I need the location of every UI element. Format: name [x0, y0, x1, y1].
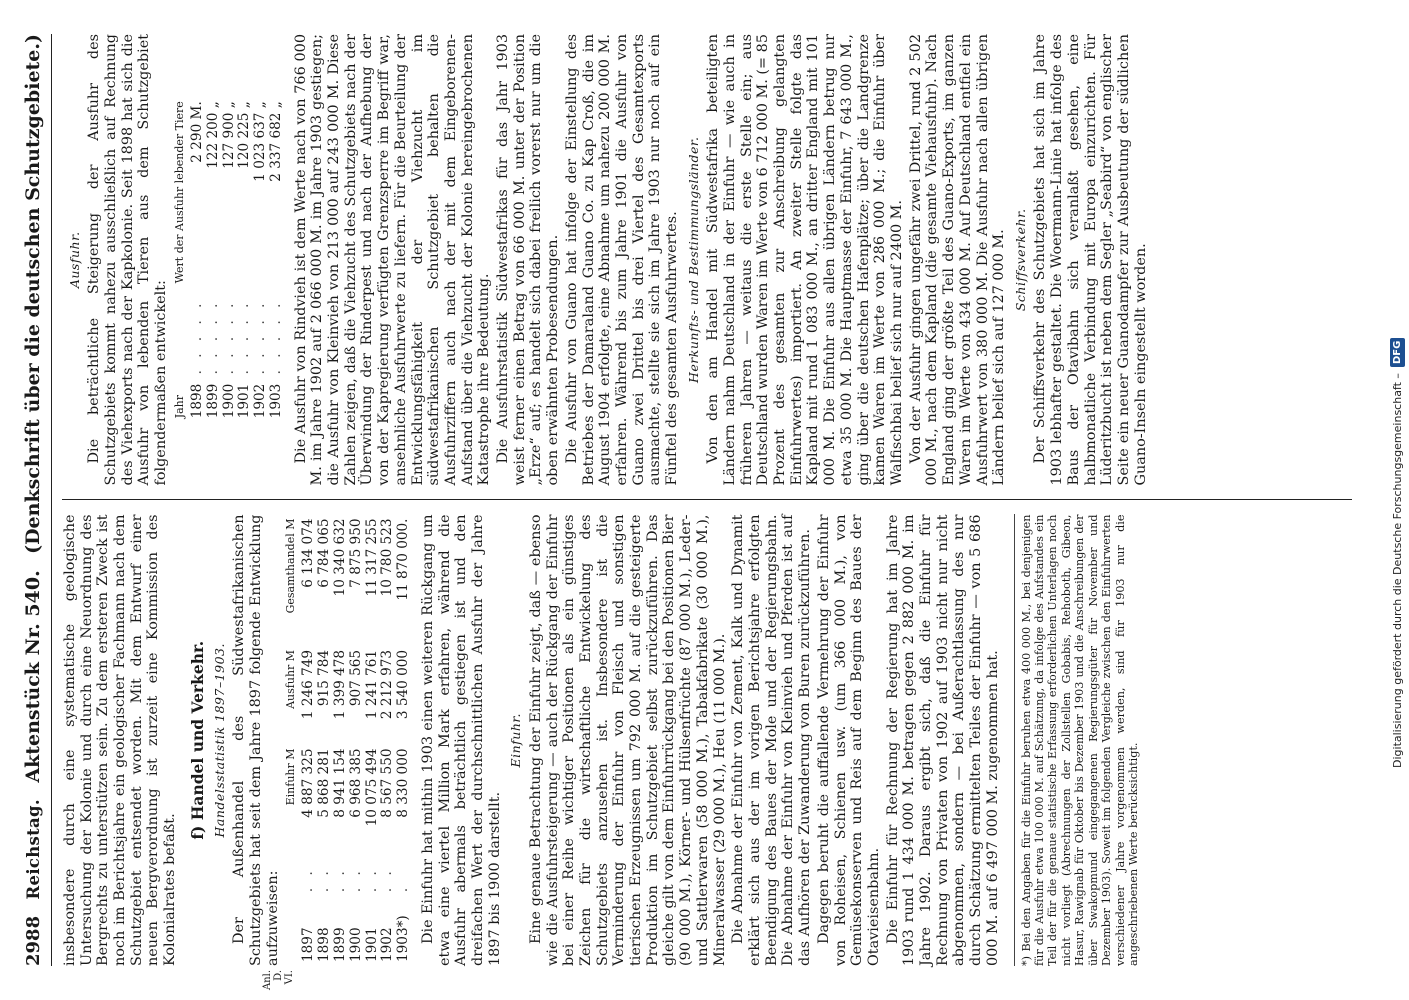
- margin-note: Anl. D. VI.: [262, 970, 295, 991]
- table-row: 1900 . . 6 968 385 907 565 7 875 950: [347, 518, 364, 962]
- paragraph: Die Ausfuhrstatistik Südwestafrikas für das Jahr 1903 weist ferner einen Betrag von 66 000 M. unter der Position „Erze“ auf; es handelt sich dabei freilich vorerst nur um die oben erwähnten Probesendungen.: [495, 34, 562, 486]
- paragraph: Von der Ausfuhr gingen ungefähr zwei Drittel, rund 2 502 000 M., nach dem Kapland (die gesamte Viehausfuhr). Nach England ging der größte Teil des Guano-Exports, im ganzen Waren im Werte von 434 000 M. Auf Deutschland entfiel ein Ausfuhrwert von 380 000 M. Die Ausfuhr nach allen übrigen Ländern belief sich auf 127 000 M.: [907, 34, 1008, 486]
- digitization-credit: [1390, 8, 1405, 768]
- table-row: 1899 . . 8 941 154 1 399 478 10 340 632: [332, 518, 348, 962]
- table-row: 1903*) . 8 330 000 3 540 000 11 870 000.: [395, 518, 412, 962]
- document-title: (Denkschrift über die deutschen Schutzgebiete.): [22, 34, 44, 554]
- table-header: Ausfuhr M: [284, 649, 298, 709]
- page-header: [22, 34, 52, 966]
- livestock-table: [174, 97, 285, 422]
- table-row: 1902 . . 8 567 550 2 212 973 10 780 523: [379, 518, 396, 962]
- table-row: 1898 . . 5 868 281 915 784 6 784 065: [316, 518, 333, 962]
- paragraph: insbesondere durch eine systematische geologische Untersuchung der Kolonie und durch eine Neuordnung des Bergrechts zu unterstützen sein. Zu dem ersteren Zweck ist noch im Berichtsjahre ein geologischer Fachmann nach dem Schutzgebiet entsendet worden. Mit dem Entwurf einer neuen Bergverordnung ist zurzeit eine Kommission des Kolonialrates befaßt.: [61, 514, 179, 966]
- paragraph: Der Schiffsverkehr des Schutzgebiets hat sich im Jahre 1903 lebhafter gestaltet. Die Woermann-Linie hat infolge des Baus der Otavibahn sich veranlaßt gesehen, eine halbmonatliche Verbindung mit Europa einzurichten. Für Lüderitzbucht ist neben dem Segler „Seabird“ von englischer Seite ein neuer Guanodampfer zur Ausbeutung der südlichen Guano-Inseln eingestellt worden.: [1032, 34, 1149, 486]
- table-header: Jahr: [172, 394, 186, 419]
- subsection-heading: Handelsstatistik 1897–1903.: [211, 643, 227, 838]
- table-header: [285, 854, 301, 896]
- akten-number: Aktenstück Nr. 540.: [22, 570, 44, 783]
- running-title: Reichstag.: [24, 799, 43, 900]
- subsection-heading: Einfuhr.: [508, 713, 524, 768]
- left-column: [62, 500, 1352, 967]
- paragraph: Die beträchtliche Steigerung der Ausfuhr des Schutzgebiets kommt nahezu ausschließlich auf Rechnung des Viehexports nach der Kapkolonie. Seit 1898 hat sich die Ausfuhr von lebenden Tieren aus dem Schutzgebiet folgendermaßen entwickelt:: [86, 34, 170, 486]
- paragraph: Der Außenhandel des Südwestafrikanischen Schutzgebiets hat seit dem Jahre 1897 folgende Entwicklung aufzuweisen:: [231, 514, 281, 966]
- paragraph: Die Einfuhr für Rechnung der Regierung hat im Jahre 1903 rund 1 434 000 M. betragen gegen 2 882 000 M. im Jahre 1902. Daraus ergibt sich, daß die Einfuhr für Rechnung von Privaten von 1902 auf 1903 nicht nur nicht abgenommen, sondern — bei Außerachtlassung des nur durch Schätzung ermittelten Teiles der Einfuhr — von 5 686 000 M. auf 6 497 000 M. zugenommen hat.: [884, 514, 1001, 966]
- paragraph: Die Ausfuhr von Rindvieh ist dem Werte nach von 766 000 M. im Jahre 1902 auf 2 066 000 M. im Jahre 1903 gestiegen; die Ausfuhr von Kleinvieh von 213 000 auf 243 000 M. Diese Zahlen zeigen, daß die Viehzucht des Schutzgebiets nach der Überwindung der Rinderpest und nach der Aufhebung der von der Kapregierung verfügten Grenzsperre im Begriff war, ansehnliche Ausfuhrwerte zu liefern. Für die Beurteilung der Entwicklungsfähigkeit der Viehzucht im südwestafrikanischen Schutzgebiet behalten die Ausfuhrziffern auch nach der mit dem Eingeborenen-Aufstand über die Viehzucht der Kolonie hereingebrochenen Katastrophe ihre Bedeutung.: [292, 34, 493, 486]
- table-header: [285, 896, 301, 966]
- subsection-heading: Herkunfts- und Bestimmungsländer.: [685, 136, 701, 384]
- paragraph: Eine genaue Betrachtung der Einfuhr zeigt, daß — ebenso wie die Ausfuhrsteigerung — auch der Rückgang der Einfuhr bei einer Reihe wichtiger Positionen als ein günstiges Zeichen für die wirtschaftliche Entwickelung des Schutzgebiets anzusehen ist. Insbesondere ist die Verminderung der Einfuhr von Fleisch und sonstigen tierischen Erzeugnissen um 792 000 M. auf die gesteigerte Produktion im Schutzgebiet selbst zurückzuführen. Das gleiche gilt von dem Einfuhrrückgang bei den Positionen Bier (90 000 M.), Körner- und Hülsenfrüchte (87 000 M.), Leder- und Sattlerwaren (58 000 M.), Tabakfabrikate (30 000 M.), Mineralwasser (29 000 M.), Heu (11 000 M.).: [527, 514, 728, 966]
- table-row: 1898 . . . . . 2 290 M.: [188, 101, 205, 419]
- table-header: [174, 293, 190, 378]
- paragraph: Die Abnahme der Einfuhr von Zement, Kalk und Dynamit erklärt sich aus der im vorigen Berichtsjahre erfolgten Beendigung des Baues der Mole und der Regierungsbahn. Die Abnahme der Einfuhr von Kleinvieh und Pferden ist auf das Aufhören der Zuwanderung von Buren zurückzuführen.: [730, 514, 814, 966]
- table-row: 1901 . . . . . 120 225 „: [236, 101, 253, 419]
- paragraph: Die Ausfuhr von Guano hat infolge der Einstellung des Betriebes der Damaraland Guano Co. zu Kap Croß, die im August 1904 erfolgte, eine Abnahme um nahezu 200 000 M. erfahren. Während bis zum Jahre 1901 die Ausfuhr von Guano zwei Drittel bis drei Viertel des Gesamtexports ausmachte, stellte sie sich im Jahre 1903 nur noch auf ein Fünftel des gesamten Ausfuhrwertes.: [563, 34, 681, 486]
- text-columns: [62, 34, 1352, 966]
- subsection-heading: Schiffsverkehr.: [1012, 208, 1028, 312]
- table-row: 1900 . . . . . 127 900 „: [220, 101, 237, 419]
- credit-text: Digitalisierung gefördert durch die Deutsche Forschungsgemeinschaft –: [1391, 373, 1404, 768]
- trade-table: [285, 515, 411, 967]
- section-heading: f) Handel und Verkehr.: [187, 640, 207, 840]
- right-column: [62, 34, 1352, 500]
- page-number: 2988: [23, 915, 44, 966]
- table-row: 1902 . . . . . 1 023 637 „: [252, 101, 269, 419]
- table-header: Gesamthandel M: [284, 518, 298, 614]
- table-row: 1897 . . 4 887 325 1 246 749 6 134 074: [300, 518, 317, 962]
- table-row: 1903 . . . . . 2 337 682 „: [267, 101, 284, 419]
- table-header: Einfuhr M: [284, 748, 298, 806]
- paragraph: Dagegen beruht die auffallende Vermehrung der Einfuhr von Roheisen, Schienen usw. (um 366 000 M.), von Gemüsekonserven und Reis auf dem Beginn des Baues der Otavieisenbahn.: [815, 514, 882, 966]
- subsection-heading: Ausfuhr.: [66, 231, 82, 289]
- table-header: Wert der Ausfuhr lebender Tiere: [172, 101, 186, 284]
- dfg-logo: DFG: [1390, 338, 1405, 367]
- table-row: 1901 . . 10 075 494 1 241 761 11 317 255: [363, 518, 380, 962]
- footnote: *) Bei den Angaben für die Einfuhr beruhen etwa 400 000 M., bei denjenigen für die Ausfuhr etwa 100 000 M. auf Schätzung, da infolge des Aufstandes ein Teil der für die genaue statistische Erfassung erforderlichen Unterlagen noch nicht vorliegt (Abrechnungen der Zollstellen Gobabis, Rehoboth, Gibeon, Hasur, Rawignab für Oktober bis Dezember 1903 und die Anschreibungen der über Swakopmund eingegangenen Regierungsgüter für November und Dezember 1903). Soweit im folgenden Vergleiche zwischen den Einfuhrwerten verschiedener Jahre vorgenommen werden, sind für 1903 nur die angeschriebenen Werte berücksichtigt.: [1014, 515, 1141, 967]
- table-row: 1899 . . . . . 122 200 „: [204, 101, 221, 419]
- paragraph: Von den am Handel mit Südwestafrika beteiligten Ländern nahm Deutschland in der Einfuhr — wie auch in früheren Jahren — weitaus die erste Stelle ein; aus Deutschland wurden Waren im Werte von 6 712 000 M. (= 85 Prozent des gesamten zur Anschreibung gelangten Einfuhrwertes) importiert. An zweiter Stelle folgte das Kapland mit rund 1 083 000 M., an dritter England mit 101 000 M. Die Einfuhr aus allen übrigen Ländern betrug nur etwa 35 000 M. Die Hauptmasse der Einfuhr, 7 643 000 M., ging über die deutschen Hafenplätze; über die Landgrenze kamen Waren im Werte von 286 000 M.; die Einfuhr über Walfischbai belief sich nur auf 2400 M.: [705, 34, 905, 486]
- paragraph: Die Einfuhr hat mithin 1903 einen weiteren Rückgang um etwa eine viertel Million Mark erfahren, während die Ausfuhr abermals beträchtlich gestiegen ist und den dreifachen Wert der durchschnittlichen Ausfuhr der Jahre 1897 bis 1900 darstellt.: [419, 514, 503, 966]
